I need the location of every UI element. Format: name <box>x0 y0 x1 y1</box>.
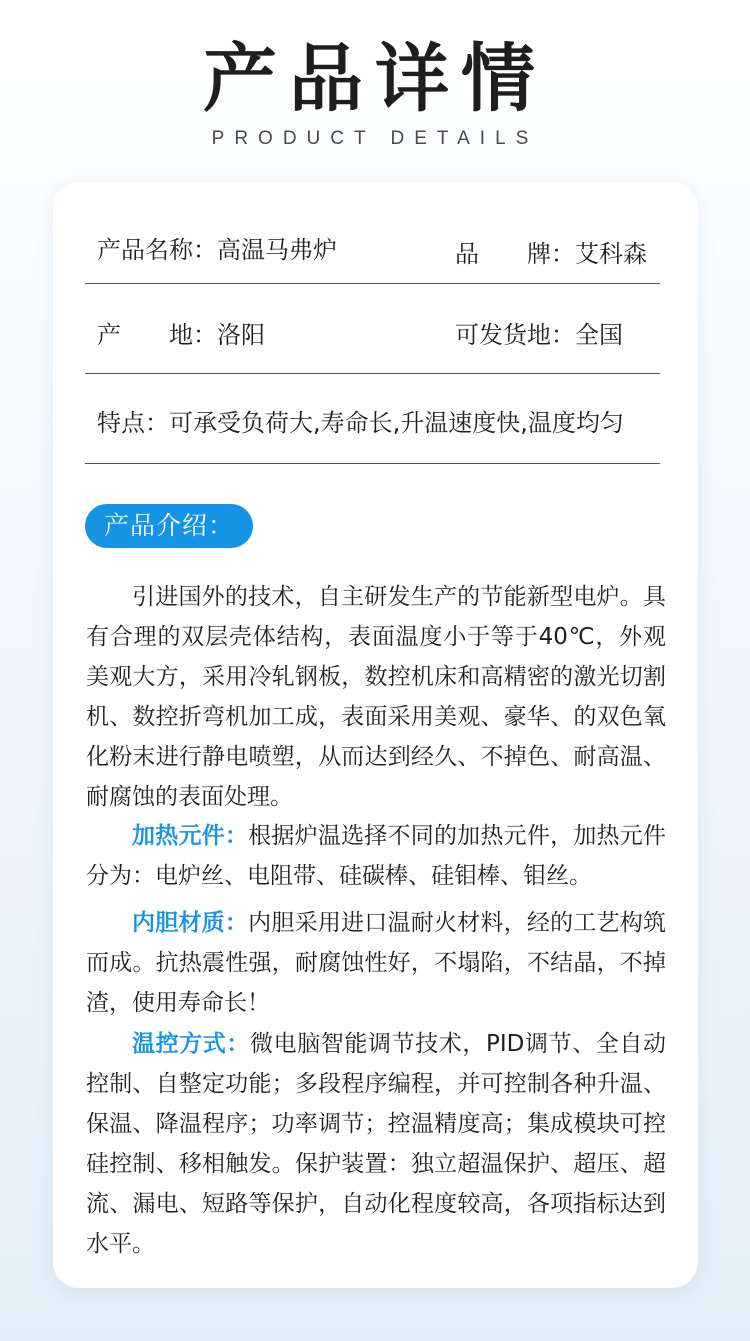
spec-separator: ： <box>145 409 169 437</box>
liner-material-label: 内胆材质： <box>132 910 249 936</box>
intro-paragraph: 引进国外的技术，自主研发生产的节能新型电炉。具有合理的双层壳体结构，表面温度小于等于40℃，外观美观大方，采用冷轧钢板，数控机床和高精密的激光切割机、数控折弯机加工成，表面采用美观、豪华、的双色氧化粉末进行静电喷塑，从而达到经久、不掉色、耐高温、耐腐蚀的表面处理。 <box>86 584 666 810</box>
spec-brand <box>455 234 647 269</box>
spec-ship-value: 全国 <box>575 321 623 349</box>
spec-ship-from <box>455 315 623 350</box>
spec-separator: ： <box>551 321 575 349</box>
page-subtitle: PRODUCT DETAILS <box>211 128 539 149</box>
spec-row-name-brand <box>85 210 660 284</box>
spec-separator: ： <box>193 321 217 349</box>
temperature-control-label: 温控方式： <box>132 1031 251 1057</box>
spec-features <box>97 403 624 438</box>
page-title: 产品详情 <box>203 36 547 122</box>
temperature-control-text: 微电脑智能调节技术，PID调节、全自动控制、自整定功能；多段程序编程，并可控制各种升温、保温、降温程序；功率调节；控温精度高；集成模块可控硅控制、移相触发。保护装置：独立超温保护、超压、超流、漏电、短路等保护，自动化程度较高，各项指标达到水平。 <box>86 1031 666 1257</box>
spec-separator: ： <box>551 240 575 268</box>
spec-product-name <box>97 230 337 265</box>
spec-separator: ： <box>193 236 217 264</box>
spec-row-features <box>85 373 660 464</box>
heating-element-text: 根据炉温选择不同的加热元件，加热元件分为：电炉丝、电阻带、硅碳棒、硅钼棒、钼丝。 <box>86 823 667 889</box>
product-intro-badge: 产品介绍： <box>85 504 253 548</box>
liner-material-text: 内胆采用进口温耐火材料，经的工艺构筑而成。抗热震性强，耐腐蚀性好，不塌陷，不结晶，不掉渣，使用寿命长！ <box>86 910 667 1016</box>
heating-element-paragraph <box>86 816 666 896</box>
heating-element-label: 加热元件： <box>132 823 249 849</box>
spec-features-value: 可承受负荷大,寿命长,升温速度快,温度均匀 <box>169 409 624 437</box>
liner-material-paragraph <box>86 903 666 1023</box>
spec-row-origin-ship <box>85 283 660 374</box>
temperature-control-paragraph <box>86 1024 666 1264</box>
spec-brand-label: 品 牌 <box>455 240 551 268</box>
spec-brand-value: 艾科森 <box>575 240 647 268</box>
spec-origin-value: 洛阳 <box>217 321 265 349</box>
spec-product-name-label: 产品名称 <box>97 236 193 264</box>
spec-ship-label: 可发货地 <box>455 321 551 349</box>
spec-product-name-value: 高温马弗炉 <box>217 236 337 264</box>
spec-features-label: 特点 <box>97 409 145 437</box>
spec-origin <box>97 315 265 350</box>
details-card <box>53 182 698 1288</box>
spec-origin-label: 产 地 <box>97 321 193 349</box>
